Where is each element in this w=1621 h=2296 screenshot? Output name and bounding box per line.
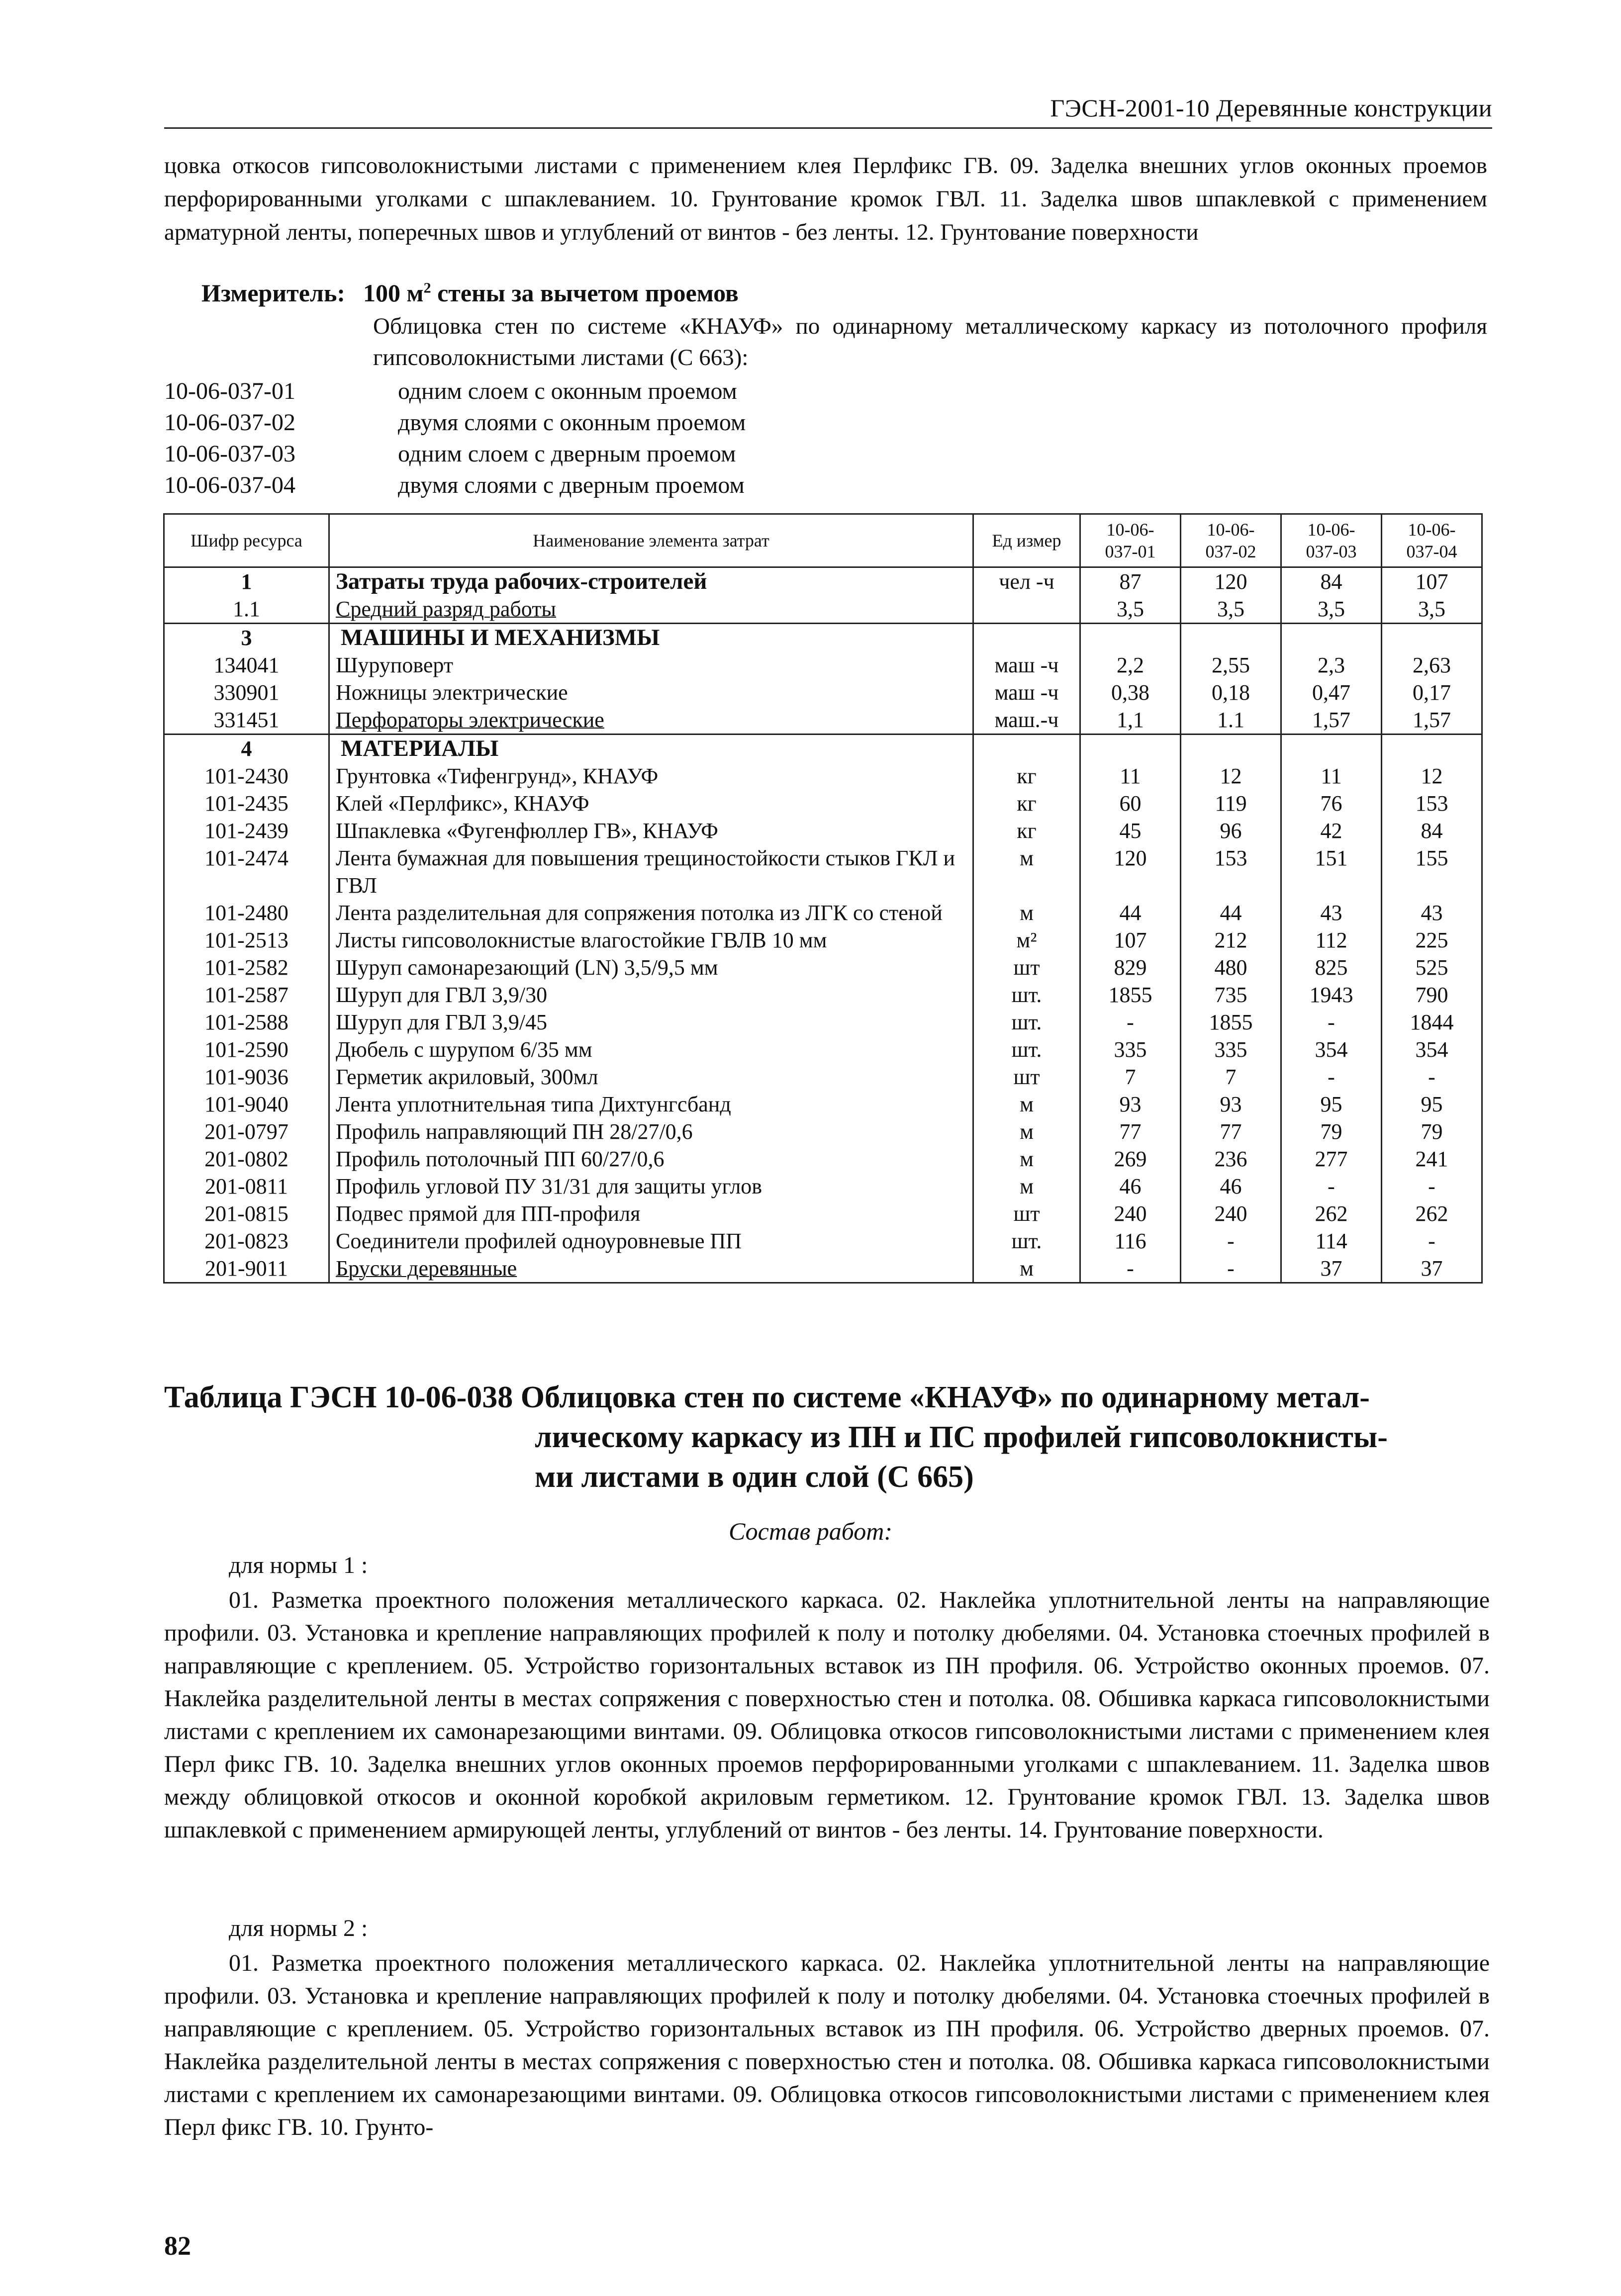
cost-element-name-cell: Шуруп самонарезающий (LN) 3,5/9,5 мм — [329, 954, 973, 981]
unit-cell: маш.-ч — [973, 706, 1080, 735]
norm-value-cell: 107 — [1382, 567, 1482, 596]
norm-value-cell: 825 — [1281, 954, 1382, 981]
norm-value-cell: 93 — [1080, 1091, 1181, 1118]
norm-value-cell: 44 — [1181, 899, 1281, 926]
norm-code-text: одним слоем с дверным проемом — [398, 441, 736, 467]
resource-code-cell: 101-9040 — [164, 1091, 329, 1118]
norm-value-cell: 43 — [1281, 899, 1382, 926]
unit-cell: маш -ч — [973, 679, 1080, 706]
table-row — [164, 1145, 1482, 1173]
norm-value-cell: 2,3 — [1281, 651, 1382, 679]
norm-value-cell: 525 — [1382, 954, 1482, 981]
norm-value-cell: 735 — [1181, 981, 1281, 1009]
norm-code-row — [164, 375, 746, 407]
measure-line — [201, 278, 739, 307]
unit-cell — [973, 595, 1080, 624]
cost-element-name-cell: Дюбель с шурупом 6/35 мм — [329, 1036, 973, 1063]
table-row — [164, 981, 1482, 1009]
unit-cell: м² — [973, 926, 1080, 954]
norm-value-cell: 46 — [1080, 1173, 1181, 1200]
table-row — [164, 1255, 1482, 1283]
norm-value-cell: 77 — [1080, 1118, 1181, 1145]
resource-code-cell: 1.1 — [164, 595, 329, 624]
cost-element-name-cell: Профиль потолочный ПП 60/27/0,6 — [329, 1145, 973, 1173]
measure-value-prefix: 100 м — [363, 279, 424, 307]
table-row — [164, 762, 1482, 790]
next-table-title-line: Таблица ГЭСН 10-06-038 Облицовка стен по системе «КНАУФ» по одинарному метал- — [164, 1380, 1370, 1414]
norm-value-cell: 44 — [1080, 899, 1181, 926]
cost-element-name-cell: Лента разделительная для сопряжения потолка из ЛГК со стеной — [329, 899, 973, 926]
table-section-row — [164, 624, 1482, 652]
norm-value-cell: 107 — [1080, 926, 1181, 954]
norm-value-cell: 43 — [1382, 899, 1482, 926]
table-row — [164, 651, 1482, 679]
resource-code-cell: 3 — [164, 624, 329, 652]
column-header-norm-2: 10-06- 037-02 — [1181, 514, 1281, 567]
norm-value-cell: 120 — [1181, 567, 1281, 596]
intro-paragraph: цовка откосов гипсоволокнистыми листами с применением клея Перлфикс ГВ. 09. Заделка внешних углов оконных проемов перфорированными уголками с шпаклеванием. 10. Грунтование кромок ГВЛ. 11. Заделка швов шпаклевкой с применением арматурной ленты, поперечных швов и углублений от винтов - без ленты. 12. Грунтование поверхности — [164, 153, 1487, 245]
norm-value-cell: - — [1281, 1173, 1382, 1200]
norm-value-cell: 155 — [1382, 844, 1482, 899]
unit-cell: шт. — [973, 1227, 1080, 1255]
norm-value-cell — [1281, 735, 1382, 763]
running-header-title: ГЭСН-2001-10 Деревянные конструкции — [1050, 94, 1492, 122]
norm-value-cell: 93 — [1181, 1091, 1281, 1118]
norm-value-cell — [1080, 624, 1181, 652]
unit-cell: шт. — [973, 1036, 1080, 1063]
norm-value-cell — [1080, 735, 1181, 763]
norm-value-cell: 277 — [1281, 1145, 1382, 1173]
norm-value-cell: 1855 — [1080, 981, 1181, 1009]
norm-value-cell: 241 — [1382, 1145, 1482, 1173]
resource-norms-table — [163, 513, 1483, 1284]
unit-cell: чел -ч — [973, 567, 1080, 596]
table-row — [164, 679, 1482, 706]
norm-2-text: 01. Разметка проектного положения металлического каркаса. 02. Наклейка уплотнительной ленты на направляющие профили. 03. Установка и крепление направляющих профилей к полу и потолку дюбелями. 04. Установка стоечных профилей в направляющие с креплением. 05. Устройство горизонтальных вставок из ПН профиля. 06. Устройство дверных проемов. 07. Наклейка разделительной ленты в местах сопряжения с поверхностью стен и потолка. 08. Обшивка каркаса гипсоволокнистыми листами с креплением их самонарезающими винтами. 09. Облицовка откосов гипсоволокнистыми листами с применением клея Перл фикс ГВ. 10. Грунто- — [164, 1950, 1490, 2140]
norm-code: 10-06-037-03 — [164, 441, 295, 467]
cost-element-name-cell: Ножницы электрические — [329, 679, 973, 706]
table-row — [164, 1227, 1482, 1255]
cost-element-name-cell: Шуруп для ГВЛ 3,9/30 — [329, 981, 973, 1009]
norm-value-cell: - — [1382, 1227, 1482, 1255]
norm-value-cell: 0,17 — [1382, 679, 1482, 706]
norm-value-cell: 2,63 — [1382, 651, 1482, 679]
norm-value-cell: 335 — [1181, 1036, 1281, 1063]
norm-value-cell: 84 — [1382, 817, 1482, 844]
resource-code-cell: 134041 — [164, 651, 329, 679]
norm-value-cell: 212 — [1181, 926, 1281, 954]
norm-value-cell: 95 — [1382, 1091, 1482, 1118]
norm-value-cell: 269 — [1080, 1145, 1181, 1173]
norm-value-cell: 1,57 — [1382, 706, 1482, 735]
cost-element-name-cell: Герметик акриловый, 300мл — [329, 1063, 973, 1091]
table-header-row — [164, 514, 1482, 567]
norm-value-cell: 151 — [1281, 844, 1382, 899]
table-row — [164, 1091, 1482, 1118]
measure-label: Измеритель: — [201, 279, 346, 307]
unit-cell — [973, 735, 1080, 763]
resource-code-cell: 101-2439 — [164, 817, 329, 844]
norm-value-cell: 354 — [1382, 1036, 1482, 1063]
table-description: Облицовка стен по системе «КНАУФ» по одинарному металлическому каркасу из потолочного профиля гипсоволокнистыми листами (С 663): — [373, 313, 1487, 370]
norm-value-cell: - — [1080, 1009, 1181, 1036]
norm-value-cell: 3,5 — [1382, 595, 1482, 624]
resource-code-cell: 101-2480 — [164, 899, 329, 926]
norm-value-cell: 12 — [1181, 762, 1281, 790]
resource-code-cell: 201-0802 — [164, 1145, 329, 1173]
norm-value-cell: - — [1181, 1227, 1281, 1255]
norm-1-text: 01. Разметка проектного положения металлического каркаса. 02. Наклейка уплотнительной ленты на направляющие профили. 03. Установка и крепление направляющих профилей к полу и потолку дюбелями. 04. Установка стоечных профилей в направляющие с креплением. 05. Устройство горизонтальных вставок из ПН профиля. 06. Устройство оконных проемов. 07. Наклейка разделительной ленты в местах сопряжения с поверхностью стен и потолка. 08. Обшивка каркаса гипсоволокнистыми листами с креплением их самонарезающими винтами. 09. Облицовка откосов гипсоволокнистыми листами с применением клея Перл фикс ГВ. 10. Заделка внешних углов оконных проемов перфорированными уголками с шпаклеванием. 11. Заделка швов между облицовкой откосов и оконной коробкой акриловым герметиком. 12. Грунтование кромок ГВЛ. 13. Заделка швов шпаклевкой с применением армирующей ленты, углублений от винтов - без ленты. 14. Грунтование поверхности. — [164, 1587, 1490, 1843]
cost-element-name-cell: Подвес прямой для ПП-профиля — [329, 1200, 973, 1227]
next-table-title-line: лическому каркасу из ПН и ПС профилей гипсоволокнисты- — [535, 1420, 1388, 1454]
norm-code: 10-06-037-02 — [164, 409, 295, 436]
norm-value-cell — [1181, 624, 1281, 652]
resource-code-cell: 201-0811 — [164, 1173, 329, 1200]
column-header-norm-3: 10-06- 037-03 — [1281, 514, 1382, 567]
table-section-row — [164, 735, 1482, 763]
norm-value-cell: 0,47 — [1281, 679, 1382, 706]
measure-value-sup: 2 — [423, 279, 431, 296]
norm-value-cell: 0,18 — [1181, 679, 1281, 706]
norm-value-cell: 262 — [1281, 1200, 1382, 1227]
resource-code-cell: 4 — [164, 735, 329, 763]
table-row — [164, 1200, 1482, 1227]
resource-code-cell: 101-2435 — [164, 790, 329, 817]
norm-code-text: двумя слоями с дверным проемом — [398, 472, 745, 498]
norm-value-cell: 37 — [1382, 1255, 1482, 1283]
norm-value-cell: 2,2 — [1080, 651, 1181, 679]
norm-value-cell: 79 — [1382, 1118, 1482, 1145]
cost-element-name-cell: Профиль угловой ПУ 31/31 для защиты углов — [329, 1173, 973, 1200]
cost-element-name-cell: Лента уплотнительная типа Дихтунгсбанд — [329, 1091, 973, 1118]
norm-value-cell: 3,5 — [1281, 595, 1382, 624]
norm-value-cell: 2,55 — [1181, 651, 1281, 679]
unit-cell: м — [973, 1118, 1080, 1145]
resource-code-cell: 331451 — [164, 706, 329, 735]
norm-value-cell: 225 — [1382, 926, 1482, 954]
cost-element-name-cell — [329, 624, 973, 652]
resource-code-cell: 101-2588 — [164, 1009, 329, 1036]
norm-value-cell: 7 — [1181, 1063, 1281, 1091]
cost-element-name-cell: Профиль направляющий ПН 28/27/0,6 — [329, 1118, 973, 1145]
norm-value-cell — [1382, 735, 1482, 763]
resource-code-cell: 1 — [164, 567, 329, 596]
norm-value-cell: 11 — [1281, 762, 1382, 790]
composition-label: Состав работ: — [728, 1517, 893, 1545]
resource-code-cell: 101-2582 — [164, 954, 329, 981]
norm-value-cell: 120 — [1080, 844, 1181, 899]
resource-code-cell: 201-9011 — [164, 1255, 329, 1283]
cost-element-name-cell: Шуруповерт — [329, 651, 973, 679]
table-row — [164, 954, 1482, 981]
norm-code-row — [164, 407, 746, 438]
table-row — [164, 1173, 1482, 1200]
running-header — [164, 93, 1492, 129]
cost-element-name-cell: Перфораторы электрические — [329, 706, 973, 735]
norm-value-cell: 116 — [1080, 1227, 1181, 1255]
cost-element-name-cell: Шуруп для ГВЛ 3,9/45 — [329, 1009, 973, 1036]
table-body — [164, 567, 1482, 1283]
norm-value-cell: 11 — [1080, 762, 1181, 790]
unit-cell: шт. — [973, 981, 1080, 1009]
table-row — [164, 899, 1482, 926]
norm-value-cell: - — [1281, 1063, 1382, 1091]
column-header-unit: Ед измер — [973, 514, 1080, 567]
cost-element-name-cell: Клей «Перлфикс», КНАУФ — [329, 790, 973, 817]
unit-cell: маш -ч — [973, 651, 1080, 679]
resource-code-cell: 101-2474 — [164, 844, 329, 899]
resource-code-cell: 330901 — [164, 679, 329, 706]
unit-cell: шт — [973, 1063, 1080, 1091]
cost-element-name-cell-text: МАШИНЫ И МЕХАНИЗМЫ — [341, 625, 660, 650]
norm-value-cell: 60 — [1080, 790, 1181, 817]
unit-cell: кг — [973, 817, 1080, 844]
table-row — [164, 595, 1482, 624]
unit-cell: м — [973, 844, 1080, 899]
unit-cell: м — [973, 1145, 1080, 1173]
cost-element-name-cell: Затраты труда рабочих-строителей — [329, 567, 973, 596]
norm-value-cell: 236 — [1181, 1145, 1281, 1173]
resource-code-cell: 201-0815 — [164, 1200, 329, 1227]
table-row — [164, 567, 1482, 596]
norm-value-cell: 76 — [1281, 790, 1382, 817]
table-row — [164, 790, 1482, 817]
next-table-title — [164, 1378, 1492, 1497]
norm-value-cell — [1281, 624, 1382, 652]
norm-value-cell: 1,57 — [1281, 706, 1382, 735]
norm-value-cell: 77 — [1181, 1118, 1281, 1145]
norm-value-cell: - — [1181, 1255, 1281, 1283]
table-row — [164, 1063, 1482, 1091]
norm-value-cell: 335 — [1080, 1036, 1181, 1063]
norm-value-cell: 240 — [1181, 1200, 1281, 1227]
norm-2-label: для нормы 2 : — [229, 1915, 368, 1941]
cost-element-name-cell: Бруски деревянные — [329, 1255, 973, 1283]
norm-value-cell: 1855 — [1181, 1009, 1281, 1036]
unit-cell: кг — [973, 762, 1080, 790]
norm-value-cell: 1943 — [1281, 981, 1382, 1009]
table-row — [164, 844, 1482, 899]
norm-value-cell: 262 — [1382, 1200, 1482, 1227]
norm-codes-list — [164, 375, 746, 501]
resource-code-cell: 201-0797 — [164, 1118, 329, 1145]
norm-value-cell: 95 — [1281, 1091, 1382, 1118]
cost-element-name-cell: Средний разряд работы — [329, 595, 973, 624]
table-row — [164, 817, 1482, 844]
resource-code-cell: 201-0823 — [164, 1227, 329, 1255]
page-number: 82 — [164, 2231, 191, 2261]
cost-element-name-cell: Шпаклевка «Фугенфюллер ГВ», КНАУФ — [329, 817, 973, 844]
norm-value-cell: 96 — [1181, 817, 1281, 844]
column-header-code: Шифр ресурса — [164, 514, 329, 567]
norm-value-cell: 112 — [1281, 926, 1382, 954]
unit-cell: шт. — [973, 1009, 1080, 1036]
norm-value-cell: 3,5 — [1080, 595, 1181, 624]
column-header-name: Наименование элемента затрат — [329, 514, 973, 567]
unit-cell — [973, 624, 1080, 652]
norm-value-cell: 87 — [1080, 567, 1181, 596]
norm-code-text: двумя слоями с оконным проемом — [398, 409, 746, 436]
column-header-norm-1: 10-06- 037-01 — [1080, 514, 1181, 567]
norm-value-cell: 114 — [1281, 1227, 1382, 1255]
norm-value-cell: - — [1382, 1173, 1482, 1200]
cost-element-name-cell-text: МАТЕРИАЛЫ — [341, 735, 499, 761]
unit-cell: шт — [973, 954, 1080, 981]
norm-value-cell: - — [1080, 1255, 1181, 1283]
norm-value-cell: 46 — [1181, 1173, 1281, 1200]
norm-value-cell: 12 — [1382, 762, 1482, 790]
cost-element-name-cell: Листы гипсоволокнистые влагостойкие ГВЛВ 10 мм — [329, 926, 973, 954]
norm-value-cell: 480 — [1181, 954, 1281, 981]
measure-value-suffix: стены за вычетом проемов — [431, 279, 739, 307]
norm-code-row — [164, 438, 746, 469]
unit-cell: м — [973, 1091, 1080, 1118]
norm-value-cell: 240 — [1080, 1200, 1181, 1227]
table-row — [164, 1009, 1482, 1036]
norm-value-cell: 7 — [1080, 1063, 1181, 1091]
table-row — [164, 926, 1482, 954]
unit-cell: кг — [973, 790, 1080, 817]
norm-value-cell: 84 — [1281, 567, 1382, 596]
unit-cell: шт — [973, 1200, 1080, 1227]
norm-value-cell: 42 — [1281, 817, 1382, 844]
cost-element-name-cell: Грунтовка «Тифенгрунд», КНАУФ — [329, 762, 973, 790]
resource-code-cell: 101-2513 — [164, 926, 329, 954]
unit-cell: м — [973, 1173, 1080, 1200]
norm-code-text: одним слоем с оконным проемом — [398, 378, 737, 404]
norm-value-cell: 790 — [1382, 981, 1482, 1009]
table-row — [164, 1036, 1482, 1063]
norm-value-cell: 354 — [1281, 1036, 1382, 1063]
cost-element-name-cell: Соединители профилей одноуровневые ПП — [329, 1227, 973, 1255]
norm-value-cell: 1844 — [1382, 1009, 1482, 1036]
norm-code-row — [164, 469, 746, 501]
table-row — [164, 706, 1482, 735]
norm-value-cell: 829 — [1080, 954, 1181, 981]
norm-value-cell: - — [1382, 1063, 1482, 1091]
norm-value-cell — [1181, 735, 1281, 763]
cost-element-name-cell: Лента бумажная для повышения трещиностойкости стыков ГКЛ и ГВЛ — [329, 844, 973, 899]
norm-code: 10-06-037-01 — [164, 378, 295, 404]
norm-value-cell: 119 — [1181, 790, 1281, 817]
norm-code: 10-06-037-04 — [164, 472, 295, 498]
norm-value-cell: 79 — [1281, 1118, 1382, 1145]
norm-value-cell: 1.1 — [1181, 706, 1281, 735]
unit-cell: м — [973, 899, 1080, 926]
norm-value-cell: 153 — [1382, 790, 1482, 817]
norm-1-label: для нормы 1 : — [229, 1552, 368, 1578]
unit-cell: м — [973, 1255, 1080, 1283]
norm-value-cell: 45 — [1080, 817, 1181, 844]
cost-element-name-cell — [329, 735, 973, 763]
norm-value-cell: 0,38 — [1080, 679, 1181, 706]
next-table-title-line: ми листами в один слой (С 665) — [535, 1460, 974, 1494]
resource-code-cell: 101-2430 — [164, 762, 329, 790]
column-header-norm-4: 10-06- 037-04 — [1382, 514, 1482, 567]
resource-code-cell: 101-2590 — [164, 1036, 329, 1063]
norm-value-cell: 153 — [1181, 844, 1281, 899]
norm-value-cell: 1,1 — [1080, 706, 1181, 735]
resource-code-cell: 101-2587 — [164, 981, 329, 1009]
norm-value-cell: - — [1281, 1009, 1382, 1036]
norm-value-cell: 3,5 — [1181, 595, 1281, 624]
norm-value-cell — [1382, 624, 1482, 652]
norm-value-cell: 37 — [1281, 1255, 1382, 1283]
table-row — [164, 1118, 1482, 1145]
resource-code-cell: 101-9036 — [164, 1063, 329, 1091]
